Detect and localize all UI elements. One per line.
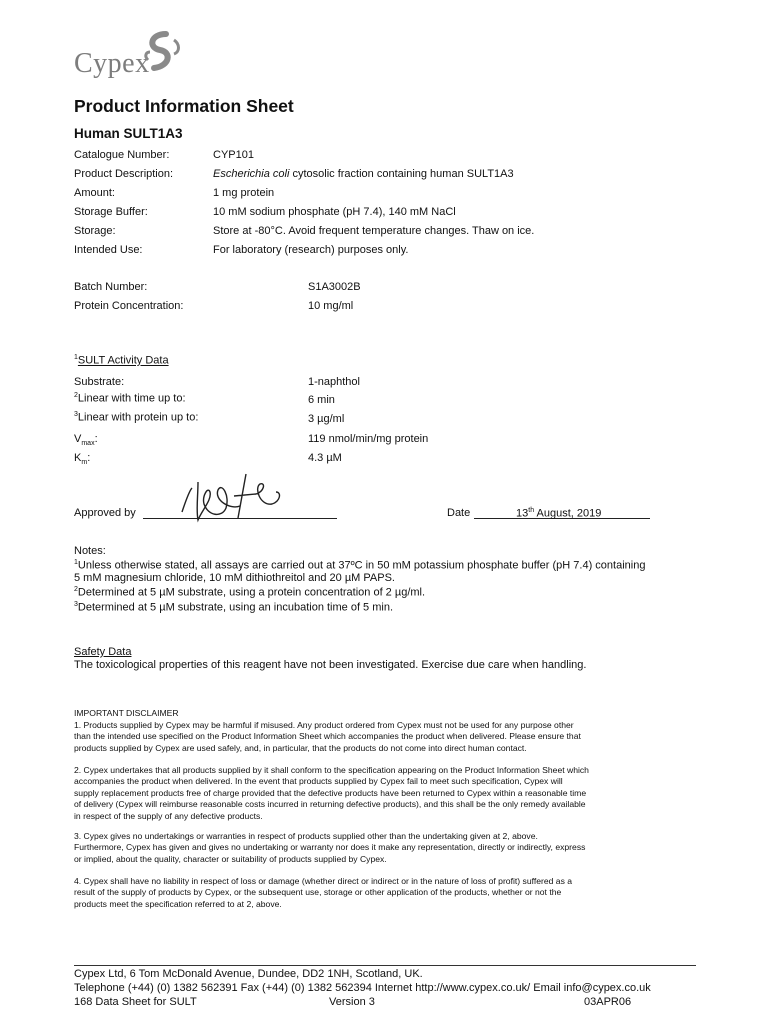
field-batch-number xyxy=(74,281,714,297)
approved-by-label: Approved by xyxy=(74,507,136,519)
field-intended-use xyxy=(74,244,714,260)
field-label: Linear with time up to: xyxy=(77,392,186,405)
footnote-marker: 2 xyxy=(74,392,78,399)
field-linear-protein xyxy=(74,411,714,427)
field-value: 119 nmol/min/mg protein xyxy=(308,433,429,445)
note-1 xyxy=(74,557,714,572)
disclaimer-heading: IMPORTANT DISCLAIMER xyxy=(74,708,179,718)
disclaimer-line: supply replacement products free of charge provided that the defective products have been returned to Cypex within a reasonable time xyxy=(74,787,587,798)
date-suffix: th xyxy=(528,507,535,514)
product-name: Human SULT1A3 xyxy=(74,126,183,141)
field-value: 1-naphthol xyxy=(308,376,360,388)
field-value: For laboratory (research) purposes only. xyxy=(213,244,409,256)
field-label: Storage Buffer: xyxy=(74,206,148,218)
logo-text: Cypex xyxy=(74,48,150,79)
notes-section xyxy=(74,545,714,614)
disclaimer-paragraph-2 xyxy=(74,765,698,822)
date-month-year: August, 2019 xyxy=(534,507,602,520)
field-substrate xyxy=(74,376,714,392)
field-label: Linear with protein up to: xyxy=(77,411,199,424)
disclaimer-line: Furthermore, Cypex has given and gives no undertaking or warranty nor does it make any representation, directly or indirectly, express xyxy=(74,842,586,853)
disclaimer-paragraph-4 xyxy=(74,876,698,910)
cypex-logo xyxy=(74,30,184,82)
footnote-marker: 2 xyxy=(74,586,78,594)
note-3 xyxy=(74,599,714,614)
field-value: 3 µg/ml xyxy=(308,413,345,425)
field-vmax: $V_{max}$: 119 nmol/min/mg protein xyxy=(74,433,429,448)
footnote-marker: 3 xyxy=(74,601,78,609)
disclaimer-line: of delivery (Cypex will reimburse reasonable costs incurred in returning defective products), and this shall be the only remedy available xyxy=(74,799,586,810)
disclaimer-line: products meet the specification referred to at 2, above. xyxy=(74,898,282,909)
field-amount xyxy=(74,187,714,203)
field-value: 4.3 µM xyxy=(308,452,342,464)
field-value: Store at -80°C. Avoid frequent temperature changes. Thaw on ice. xyxy=(213,225,535,237)
note-text: Determined at 5 µM substrate, using an incubation time of 5 min. xyxy=(77,601,394,614)
vmax-subscript: max xyxy=(81,440,95,448)
field-value: S1A3002B xyxy=(308,281,361,293)
disclaimer-line: than the intended use specified on the Product Information Sheet which accompanies the product when delivered. Please ensure that xyxy=(74,731,581,742)
activity-heading xyxy=(74,354,714,370)
field-value: 10 mM sodium phosphate (pH 7.4), 140 mM NaCl xyxy=(213,206,456,218)
footer-version: Version 3 xyxy=(329,996,375,1008)
safety-section xyxy=(74,646,714,671)
field-value: 10 mg/ml xyxy=(308,300,354,312)
footnote-marker: 1 xyxy=(74,559,78,567)
km-subscript: m xyxy=(81,459,88,467)
field-label: Protein Concentration: xyxy=(74,300,184,312)
handwritten-signature xyxy=(168,470,308,530)
field-label: Substrate: xyxy=(74,376,125,388)
disclaimer-line: 3. Cypex gives no undertakings or warranties in respect of products supplied other than the undertaking given at 2, above. xyxy=(74,831,538,841)
safety-text: The toxicological properties of this reagent have not been investigated. Exercise due care when handling. xyxy=(74,658,587,671)
field-label: Storage: xyxy=(74,225,116,237)
disclaimer-line: 4. Cypex shall have no liability in respect of loss or damage (whether direct or indirect or in the nature of loss of profit) suffered as a xyxy=(74,876,573,886)
note-2 xyxy=(74,584,714,599)
footer-code: 03APR06 xyxy=(584,996,632,1008)
field-product-description xyxy=(74,168,714,184)
disclaimer-paragraph-3 xyxy=(74,831,698,865)
date-day: 13 xyxy=(516,507,529,520)
field-value: 1 mg protein xyxy=(213,187,275,199)
disclaimer-paragraph-1 xyxy=(74,720,698,754)
field-value: CYP101 xyxy=(213,149,254,161)
footer-doc-name: 168 Data Sheet for SULT xyxy=(74,996,197,1008)
field-label: Amount: xyxy=(74,187,115,199)
field-storage-buffer xyxy=(74,206,714,222)
disclaimer-line: result of the supply of products by Cypex, or the subsequent use, storage or other application of the products, whether or not the xyxy=(74,887,562,898)
description-text: cytosolic fraction containing human SULT1A3 xyxy=(289,168,514,180)
field-km: $K_m$: 4.3 µM xyxy=(74,452,342,467)
page-title: Product Information Sheet xyxy=(74,96,294,116)
disclaimer-line: products supplied by Cypex are used safely, and, in particular, that the products do not come into direct human contact. xyxy=(74,742,527,753)
approval-date xyxy=(516,507,601,520)
disclaimer-line: 2. Cypex undertakes that all products supplied by it shall conform to the specification appearing on the Product Information Sheet which xyxy=(74,765,589,775)
field-label: Intended Use: xyxy=(74,244,143,256)
cypex-swirl-icon xyxy=(136,30,184,76)
disclaimer-line: accompanies the product when delivered. In the event that products supplied by Cypex fail to meet such specification, Cypex will xyxy=(74,776,563,787)
notes-heading: Notes: xyxy=(74,545,106,557)
field-protein-concentration xyxy=(74,300,714,316)
organism-name: Escherichia coli xyxy=(213,168,290,180)
disclaimer-line: 1. Products supplied by Cypex may be harmful if misused. Any product ordered from Cypex must not be used for any purpose other xyxy=(74,720,574,730)
section-heading: SULT Activity Data xyxy=(77,354,169,367)
field-catalogue-number xyxy=(74,149,714,165)
field-label: Batch Number: xyxy=(74,281,148,293)
footnote-marker: 3 xyxy=(74,411,78,418)
footer-contact: Telephone (+44) (0) 1382 562391 Fax (+44) (0) 1382 562394 Internet http://www.cypex.co.uk/ Email info@cypex.co.uk xyxy=(74,982,651,994)
field-label: Catalogue Number: xyxy=(74,149,170,161)
field-value xyxy=(213,168,514,180)
footer-address: Cypex Ltd, 6 Tom McDonald Avenue, Dundee, DD2 1NH, Scotland, UK. xyxy=(74,968,423,980)
field-label: Product Description: xyxy=(74,168,174,180)
field-value: 6 min xyxy=(308,394,335,406)
field-linear-time xyxy=(74,392,714,408)
km-symbol: K xyxy=(74,452,82,464)
note-text: Unless otherwise stated, all assays are carried out at 37ºC in 50 mM potassium phosphate buffer (pH 7.4) containing xyxy=(77,559,646,572)
field-storage xyxy=(74,225,714,241)
date-label: Date xyxy=(447,507,471,519)
disclaimer-line: in respect of the supply of any defective products. xyxy=(74,810,263,821)
footer-divider xyxy=(74,965,696,966)
vmax-symbol: V xyxy=(74,433,82,445)
footnote-marker: 1 xyxy=(74,354,78,361)
safety-heading: Safety Data xyxy=(74,646,132,658)
note-text: Determined at 5 µM substrate, using a protein concentration of 2 µg/ml. xyxy=(77,586,426,599)
note-1-continued: 5 mM magnesium chloride, 10 mM dithiothreitol and 20 µM PAPS. xyxy=(74,572,395,585)
disclaimer-line: or implied, about the quality, character or suitability of products supplied by Cypex. xyxy=(74,853,387,864)
